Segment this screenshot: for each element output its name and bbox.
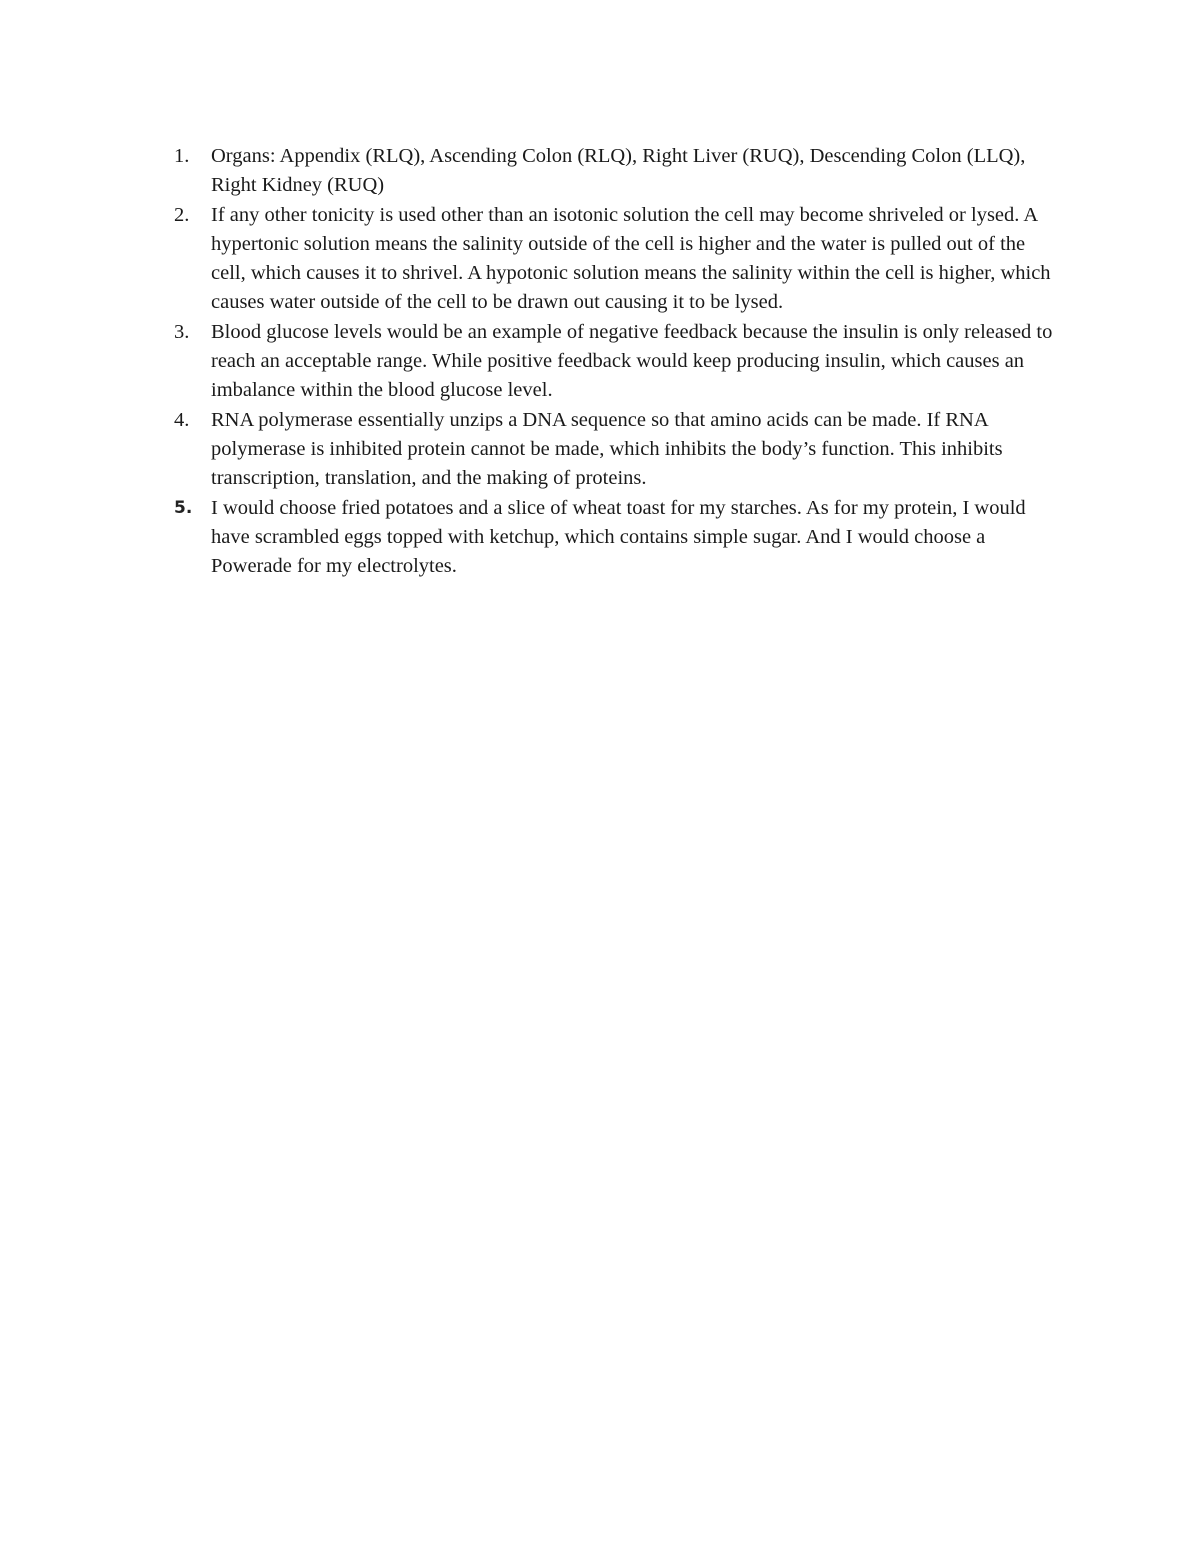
list-item-text: If any other tonicity is used other than an isotonic solution the cell may become shriveled or lysed. A hypertonic solution means the salinity outside of the cell is higher and the water is pulled out of the cell, which causes it to shrivel. A hypotonic solution means the salinity within the cell is higher, which causes water outside of the cell to be drawn out causing it to be lysed. xyxy=(211,203,1051,314)
list-item xyxy=(0,406,1200,494)
list-item-text: Organs: Appendix (RLQ), Ascending Colon (RLQ), Right Liver (RUQ), Descending Colon (LLQ), Right Kidney (RUQ) xyxy=(211,145,1026,197)
list-item-number: 5. xyxy=(174,497,193,518)
list-item xyxy=(0,142,1200,201)
list-item xyxy=(0,494,1200,582)
list-item-text: I would choose fried potatoes and a slice of wheat toast for my starches. As for my protein, I would have scrambled eggs topped with ketchup, which contains simple sugar. And I would choose a Powerade for my electrolytes. xyxy=(211,496,1026,578)
answer-list xyxy=(0,142,1200,581)
list-item-number: 2. xyxy=(174,203,190,226)
list-item-text: RNA polymerase essentially unzips a DNA sequence so that amino acids can be made. If RNA polymerase is inhibited protein cannot be made, which inhibits the body’s function. This inhibits transcription, translation, and the making of proteins. xyxy=(211,408,1003,490)
list-item-text: Blood glucose levels would be an example of negative feedback because the insulin is only released to reach an acceptable range. While positive feedback would keep producing insulin, which causes an imbalance within the blood glucose level. xyxy=(211,320,1053,402)
list-item-number: 4. xyxy=(174,408,190,431)
list-item-number: 3. xyxy=(174,320,190,343)
list-item xyxy=(0,201,1200,318)
list-item xyxy=(0,318,1200,406)
list-item-number: 1. xyxy=(174,145,190,167)
